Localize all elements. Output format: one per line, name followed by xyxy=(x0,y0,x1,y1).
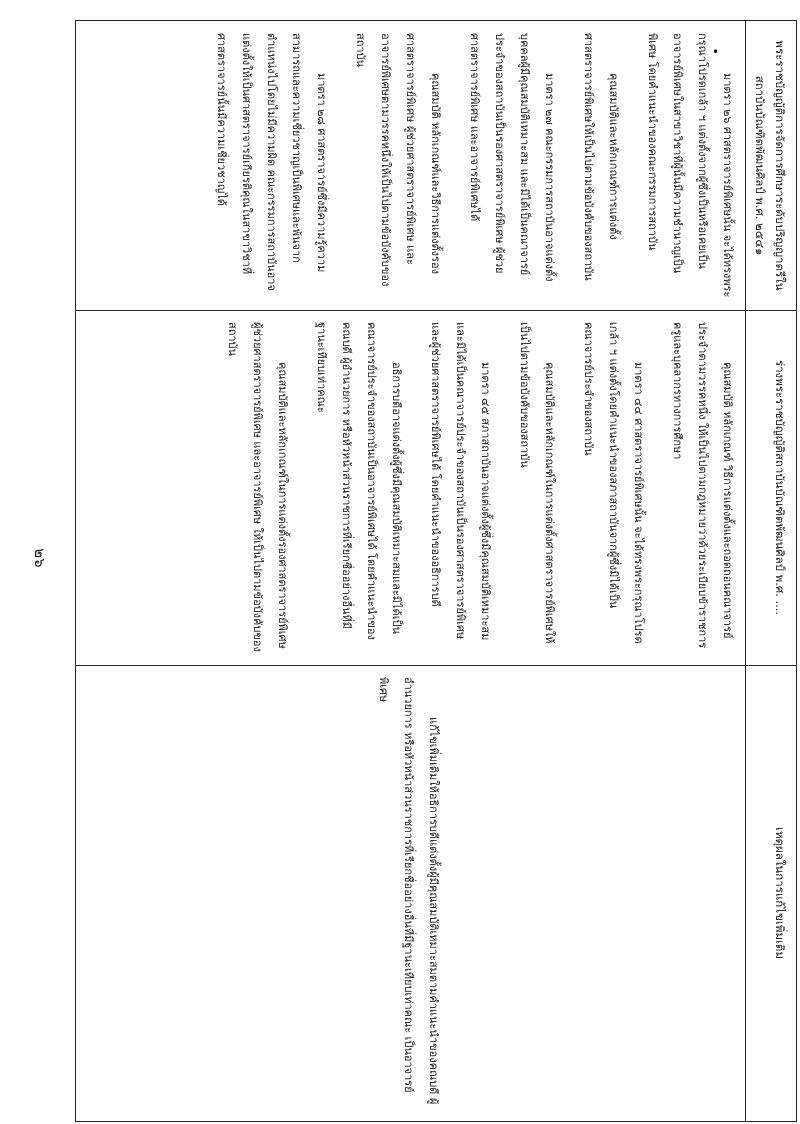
comparison-table xyxy=(75,20,797,1122)
column-draft-act xyxy=(76,310,796,665)
reason-para-1: แก้ไขเพิ่มเติมให้อธิการบดีแต่งตั้งผู้มีคุณสมบัติเหมาะสมตามคำแนะนำของคณบดี ผู้อำนวยการ หรือหัวหน้าส่วนราชการที่เรียกชื่ออย่างอื่นที่มีฐานะเทียบเท่าคณะ เป็นอาจารย์พิเศษ xyxy=(377,677,440,1105)
draft-act-body xyxy=(220,310,746,665)
table-landscape xyxy=(76,21,796,1121)
current-act-section-27-para-2: คุณสมบัติ หลักเกณฑ์และวิธีการแต่งตั้งรองศาสตราจารย์พิเศษ ผู้ช่วยศาสตราจารย์พิเศษ และอาจารย์พิเศษตามวรรคหนึ่งให้เป็นไปตามข้อบังคับของสถาบัน xyxy=(354,33,442,287)
scan-speck: • xyxy=(712,45,720,59)
page-number: ๒๖ xyxy=(31,548,49,568)
column-current-act xyxy=(76,21,796,310)
draft-act-section-44: มาตรา ๔๔ ศาสตราจารย์พิเศษนั้น จะได้ทรงพระกรุณาโปรดเกล้า ฯ แต่งตั้งโดยคำแนะนำของสภาสถาบันจากผู้ซึ่งมิได้เป็นคณาจารย์ประจำของสถาบัน xyxy=(582,322,645,644)
reasons-body xyxy=(371,665,746,1121)
draft-act-para-1: คุณสมบัติ หลักเกณฑ์ วิธีการแต่งตั้งและถอดถอนคณาจารย์ประจำตามวรรคหนึ่ง ให้เป็นไปตามกฎหมายว่าด้วยระเบียบข้าราชการครูและบุคลากรทางการศึกษา xyxy=(671,322,734,649)
current-act-section-28: มาตรา ๒๘ ศาสตราจารย์ซึ่งมีความรู้ความสามารถและความเชี่ยวชาญเป็นพิเศษและพ้นจากตำแหน่งไปโดยไม่มีความผิด คณะกรรมการสถาบันอาจแต่งตั้งให้เป็นศาสตราจารย์เกียรติคุณในสาขาวิชาที่ศาสตราจารย์นั้นมีความเชี่ยวชาญได้ xyxy=(215,33,328,291)
column-reasons xyxy=(76,665,796,1121)
header-draft-act: ร่างพระราชบัญญัติสถาบันบัณฑิตพัฒนศิลป์ พ.ศ. .... xyxy=(773,359,787,616)
current-act-section-26-para-2: คุณสมบัติและหลักเกณฑ์การแต่งตั้งศาสตราจารย์พิเศษให้เป็นไปตามข้อบังคับของสถาบัน xyxy=(582,33,620,281)
current-act-section-26: มาตรา ๒๖ ศาสตราจารย์พิเศษนั้น จะได้ทรงพระกรุณาโปรดเกล้า ฯ แต่งตั้งจากผู้ซึ่งเป็นหรือเคยเป็นอาจารย์พิเศษในสาขาวิชาที่ผู้นั้นมีความชำนาญเป็นพิเศษ โดยคำแนะนำของคณะกรรมการสถาบัน xyxy=(646,33,734,298)
draft-act-section-44-para-2: คุณสมบัติและหลักเกณฑ์ในการแต่งตั้งศาสตราจารย์พิเศษให้เป็นไปตามข้อบังคับของสถาบัน xyxy=(518,322,556,644)
current-act-body xyxy=(209,21,746,310)
draft-act-section-45-para-2: อธิการบดีอาจแต่งตั้งผู้ซึ่งมีคุณสมบัติเหมาะสมและมิได้เป็นคณาจารย์ประจำของสถาบันเป็นอาจารย์พิเศษได้ โดยคำแนะนำของคณบดี ผู้อำนวยการ หรือหัวหน้าส่วนราชการที่เรียกชื่ออย่างอื่นที่มีฐานะเทียบเท่าคณะ xyxy=(315,322,403,640)
current-act-section-27: มาตรา ๒๗ คณะกรรมการสถาบันอาจแต่งตั้งบุคคลผู้มีคุณสมบัติเหมาะสม และมิได้เป็นคณาจารย์ประจำของสถาบันเป็นรองศาสตราจารย์พิเศษ ผู้ช่วยศาสตราจารย์พิเศษ และอาจารย์พิเศษได้ xyxy=(468,33,556,282)
header-reasons: เหตุผลในการแก้ไขเพิ่มเติม xyxy=(773,827,787,959)
draft-act-section-45-para-3: คุณสมบัติและหลักเกณฑ์ในการแต่งตั้งรองศาสตราจารย์พิเศษ ผู้ช่วยศาสตราจารย์พิเศษ และอาจารย์พิเศษ ให้เป็นไปตามข้อบังคับของสถาบัน xyxy=(226,322,289,652)
draft-act-section-45: มาตรา ๔๕ สภาสถาบันอาจแต่งตั้งผู้ซึ่งมีคุณสมบัติเหมาะสมและมิได้เป็นคณาจารย์ประจำของสถาบันเป็นรองศาสตราจารย์พิเศษ และผู้ช่วยศาสตราจารย์พิเศษได้ โดยคำแนะนำของอธิการบดี xyxy=(429,322,492,641)
header-current-act: พระราชบัญญัติการจัดการศึกษาระดับปริญญาตรีในสถาบันบัณฑิตพัฒนศิลป์ พ.ศ. ๒๕๔๑ xyxy=(753,40,787,291)
